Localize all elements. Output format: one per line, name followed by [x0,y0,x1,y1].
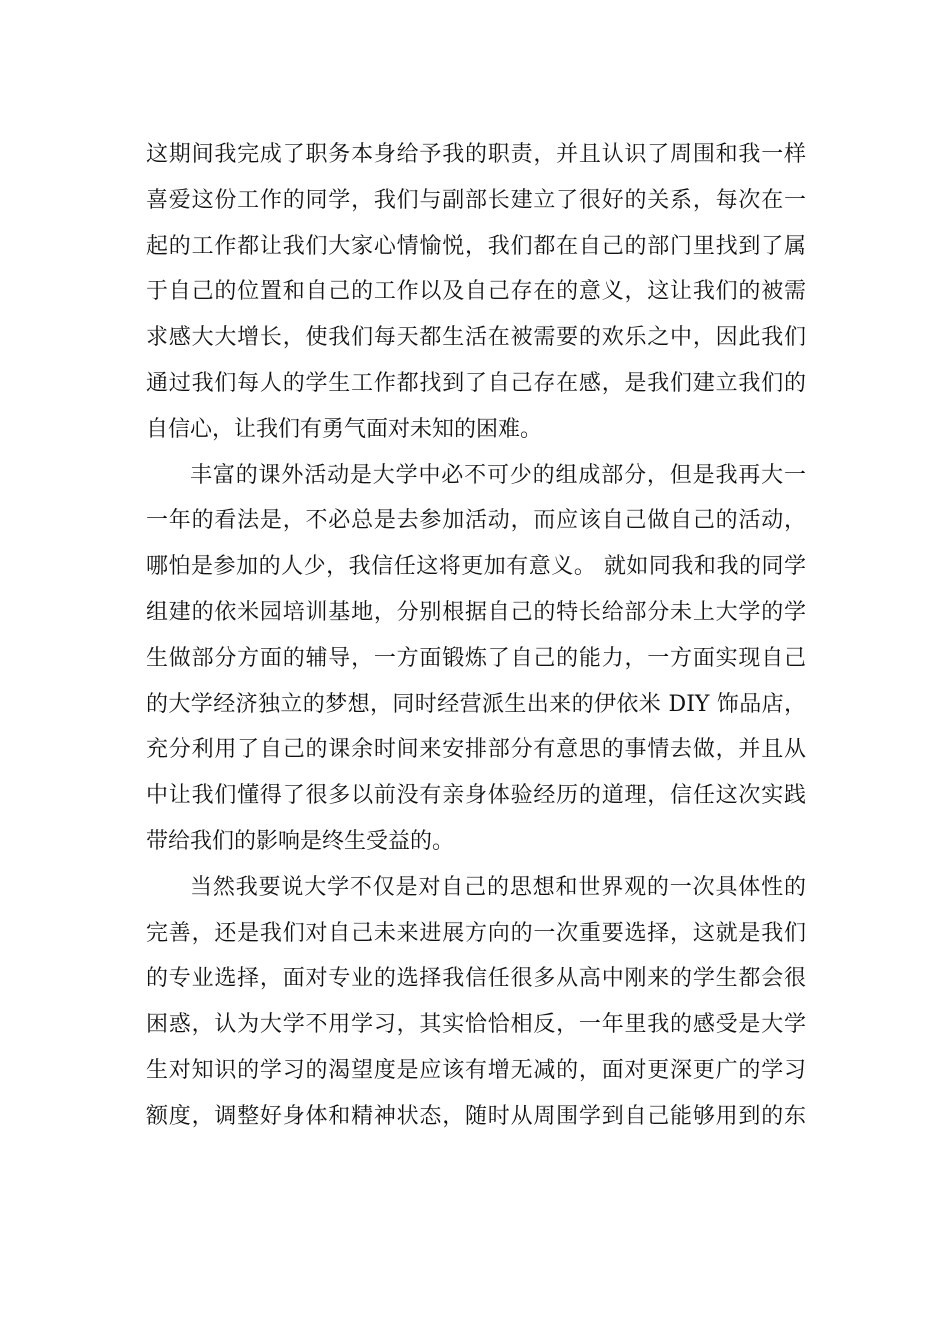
text-line: 当然我要说大学不仅是对自己的思想和世界观的一次具体性的 [190,874,806,900]
text-line: 一年的看法是，不必总是去参加活动，而应该自己做自己的活动， [146,508,806,534]
text-line: 丰富的课外活动是大学中必不可少的组成部分，但是我再大一 [190,462,806,488]
text-line: 中让我们懂得了很多以前没有亲身体验经历的道理，信任这次实践 [146,783,806,809]
text-line: 喜爱这份工作的同学，我们与副部长建立了很好的关系，每次在一 [146,187,806,213]
text-line: 生做部分方面的辅导，一方面锻炼了自己的能力，一方面实现自己 [146,645,806,671]
text-line: 这期间我完成了职务本身给予我的职责，并且认识了周围和我一样 [146,142,806,167]
paragraph-3 [146,865,806,1140]
text-line: 生对知识的学习的渴望度是应该有增无减的，面对更深更广的学习 [146,1057,806,1083]
text-line: 的专业选择，面对专业的选择我信任很多从高中刚来的学生都会很 [146,966,806,992]
text-line: 带给我们的影响是终生受益的。 [146,828,455,854]
document-body [146,132,806,1140]
text-line: 的大学经济独立的梦想，同时经营派生出来的伊依米 DIY 饰品店， [146,691,806,717]
text-line: 困惑，认为大学不用学习，其实恰恰相反，一年里我的感受是大学 [146,1012,806,1038]
paragraph-1 [146,132,806,453]
text-line: 求感大大增长，使我们每天都生活在被需要的欢乐之中，因此我们 [146,325,806,351]
text-line: 充分利用了自己的课余时间来安排部分有意思的事情去做，并且从 [146,737,806,763]
text-line: 起的工作都让我们大家心情愉悦，我们都在自己的部门里找到了属 [146,233,806,259]
text-line: 组建的依米园培训基地，分别根据自己的特长给部分未上大学的学 [146,599,806,625]
paragraph-2 [146,453,806,865]
text-line: 哪怕是参加的人少，我信任这将更加有意义。 就如同我和我的同学 [146,554,806,580]
text-line: 于自己的位置和自己的工作以及自己存在的意义，这让我们的被需 [146,279,806,305]
text-line: 额度，调整好身体和精神状态，随时从周围学到自己能够用到的东 [146,1103,806,1129]
text-line: 通过我们每人的学生工作都找到了自己存在感，是我们建立我们的 [146,370,806,396]
text-line: 自信心，让我们有勇气面对未知的困难。 [146,416,543,442]
text-line: 完善，还是我们对自己未来进展方向的一次重要选择，这就是我们 [146,920,806,946]
